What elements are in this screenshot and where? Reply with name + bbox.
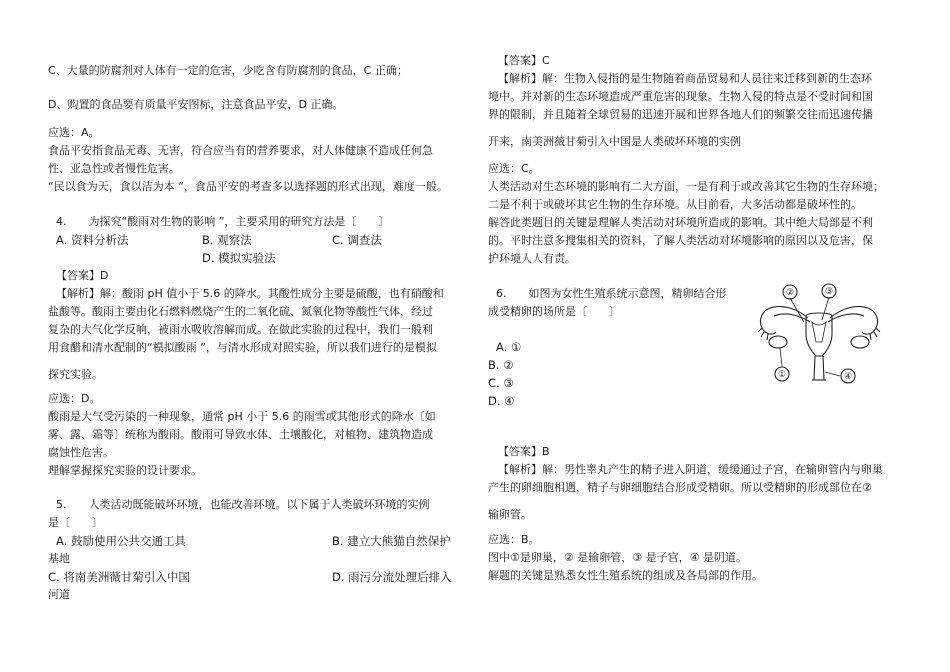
q4-analysis-line: 复杂的大气化学反响，被雨水吸收溶解而成。在做此实验的过程中，我们一般利 [48, 323, 433, 336]
q5-note-line: 护环境人人有责。 [488, 252, 576, 265]
q6-option-d: D. ④ [488, 394, 515, 408]
q5-note-line: 二是不利于或破坏其它生物的生存环境。从目前看，大多活动都是破坏性的。 [488, 198, 862, 211]
q4-option-b: B. 观察法 [202, 233, 252, 247]
q5-option-d: D. 雨污分流处理后排入 [332, 570, 452, 584]
q6-note-line: 图中①是卵巢，② 是输卵管，③ 是子宫，④ 是阴道。 [488, 551, 747, 564]
q4-note-line: 腐蚀性危害。 [48, 446, 114, 459]
q6-option-c: C. ③ [488, 376, 514, 390]
q5-analysis-line: 境中。并对新的生态环境造成严重危害的现象。生物入侵的特点是不受时间和国 [488, 90, 873, 103]
q6-answer: 【答案】B [498, 445, 550, 458]
q5-stem: 5. 人类活动既能破坏环境，也能改善环境。以下属于人类破坏环境的实例 [56, 498, 430, 511]
q4-analysis-line: 【解析】解：酸雨 pH 值小于 5.6 的降水。其酸性成分主要是硫酸，也有硝酸和 [56, 287, 444, 300]
q5-option-a: A. 鼓励使用公共交通工具 [56, 534, 186, 548]
q4-choose: 应选：D。 [48, 392, 101, 405]
q6-note-line: 解题的关键是熟悉女性生殖系统的组成及各局部的作用。 [488, 569, 763, 582]
q6-analysis-line: 产生的卵细胞相遇，精子与卵细胞结合形成受精卵。所以受精卵的形成部位在② [488, 481, 872, 494]
q4-option-c: C. 调查法 [332, 233, 382, 247]
figure-label-1: ① [777, 369, 787, 379]
q5-choose: 应选：C。 [488, 162, 540, 175]
q4-stem: 4. 为探究“酸雨对生物的影响 ”，主要采用的研究方法是〔 〕 [56, 215, 390, 228]
q5-analysis-line: 界的限制，并且随着全球贸易的迅速开展和世界各地人们的频繁交往而迅速传播 [488, 108, 873, 121]
option-d-prev: D、购置的食品要有质量平安图标，注意食品平安，D 正确。 [48, 98, 344, 111]
note-line: “民以食为天，食以洁为本 ”，食品平安的考查多以选择题的形式出现，难度一般。 [48, 180, 448, 193]
q5-analysis-line: 开来，南美洲薇甘菊引入中国是人类破坏环境的实例 [488, 135, 741, 148]
figure-label-4: ④ [843, 371, 853, 381]
q4-option-d: D. 模拟实验法 [202, 251, 276, 265]
q5-option-c: C. 将南美洲薇甘菊引入中国 [48, 570, 190, 584]
q5-option-b-cont: 基地 [48, 552, 70, 565]
q5-stem: 是〔 〕 [48, 516, 103, 529]
figure-label-3: ③ [824, 286, 834, 296]
q6-option-a: A. ① [496, 340, 522, 354]
q5-note-line: 人类活动对生态环境的影响有二大方面，一是有利于或改善其它生物的生存环境； [488, 180, 884, 193]
q5-note-line: 的。平时注意多搜集相关的资料，了解人类活动对环境影响的原因以及危害，保 [488, 234, 873, 247]
q4-note-line: 酸雨是大气受污染的一种现象，通常 pH 小于 5.6 的雨雪或其他形式的降水〔如 [48, 410, 436, 423]
option-c-prev: C、大量的防腐剂对人体有一定的危害，少吃含有防腐剂的食品，C 正确； [48, 64, 408, 77]
q5-answer: 【答案】C [498, 54, 550, 67]
q5-option-b: B. 建立大熊猫自然保护 [332, 534, 451, 548]
q5-option-d-cont: 河道 [48, 588, 70, 601]
q4-answer: 【答案】D [56, 269, 109, 282]
q5-note-line: 解答此类题目的关键是理解人类活动对环境所造成的影响。其中绝大局部是不利 [488, 216, 873, 229]
q5-analysis-line: 【解析】解：生物入侵指的是生物随着商品贸易和人员往来迁移到新的生态环 [498, 72, 872, 85]
q4-analysis-line: 用食醋和清水配制的“模拟酸雨 ”，与清水形成对照实验，所以我们进行的是模拟 [48, 341, 437, 354]
figure-label-2: ② [785, 287, 795, 297]
q4-note-line: 雾、露、霜等〕统称为酸雨。酸雨可导致水体、土壤酸化，对植物、建筑物造成 [48, 428, 433, 441]
note-line: 食品平安指食品无毒、无害，符合应当有的营养要求，对人体健康不造成任何急 [48, 144, 433, 157]
q6-choose: 应选：B。 [488, 533, 540, 546]
q6-analysis-line: 输卵管。 [488, 508, 532, 521]
q6-stem: 6. 如图为女性生殖系统示意图，精卵结合形 [496, 287, 727, 300]
q4-option-a: A. 资料分析法 [56, 233, 129, 247]
note-line: 性、亚急性或者慢性危害。 [48, 162, 180, 175]
choose-a: 应选：A。 [48, 126, 100, 139]
q6-analysis-line: 【解析】解：男性睾丸产生的精子进入阴道，缓缓通过子宫，在输卵管内与卵巢 [498, 463, 883, 476]
q4-analysis-line: 探究实验。 [48, 368, 103, 381]
q4-note-line: 理解掌握探究实验的设计要求。 [48, 464, 202, 477]
q6-option-b: B. ② [488, 358, 514, 372]
q4-analysis-line: 盐酸等。酸雨主要由化石燃料燃烧产生的二氧化硫、氮氧化物等酸性气体，经过 [48, 305, 433, 318]
q6-stem: 成受精卵的场所是〔 〕 [488, 305, 620, 318]
female-reproductive-system-figure [752, 282, 886, 388]
